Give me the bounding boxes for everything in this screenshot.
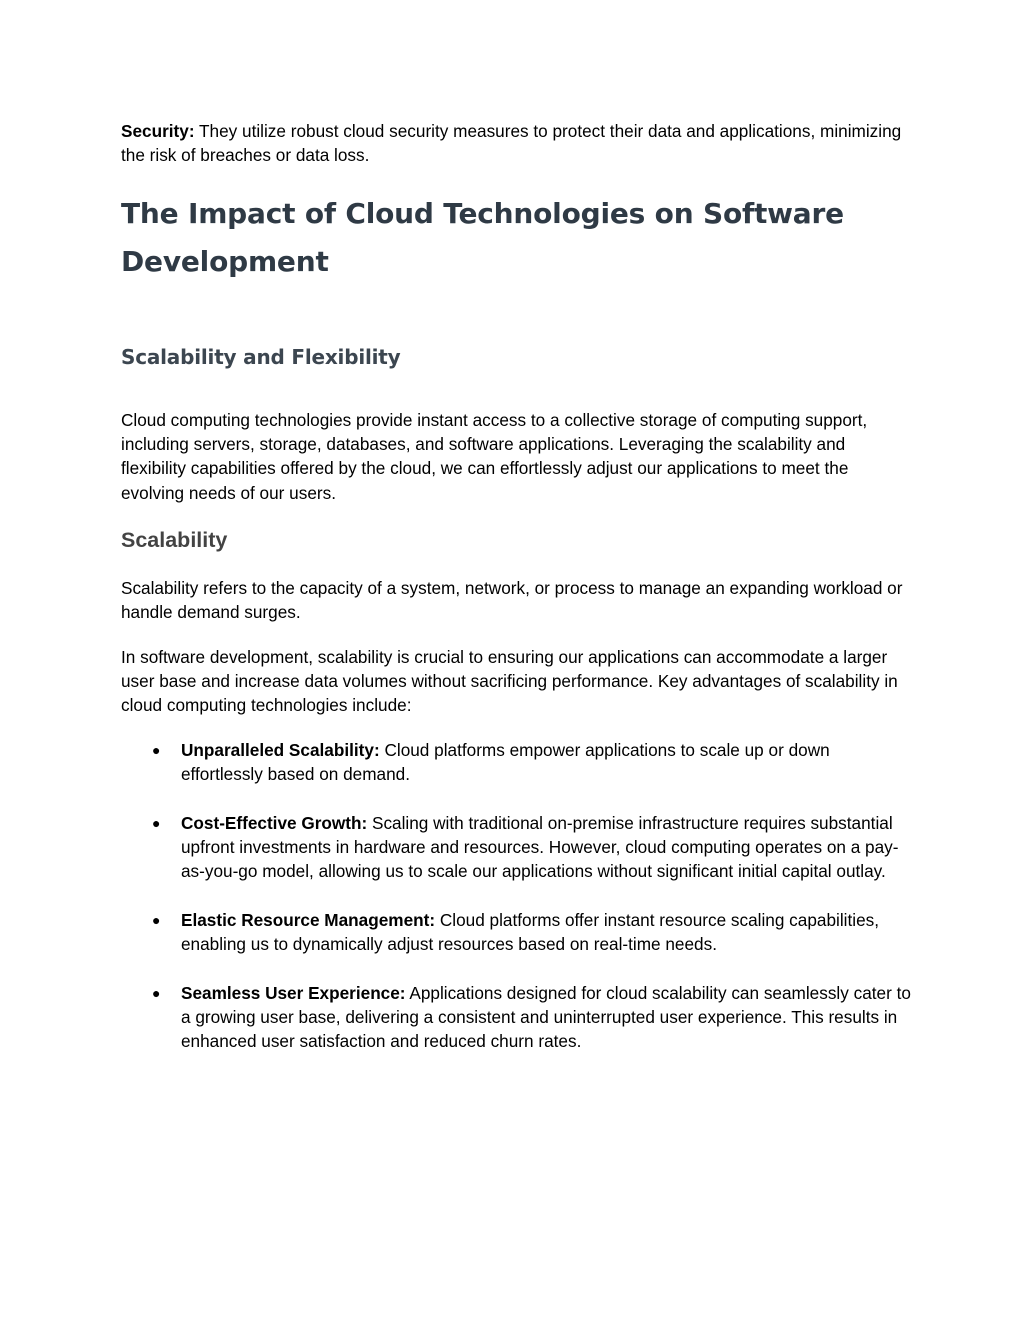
list-item-label: Seamless User Experience: [181,982,406,1003]
list-item-text: Cloud platforms empower applications to scale up or down effortlessly based on demand. [181,740,830,785]
bullet-icon: ● [152,814,161,831]
software-development-paragraph: In software development, scalability is crucial to ensuring our applications can accommodate a larger user base and increase data volumes without sacrificing performance. Key advantages of scalability in cloud computing technologies include: [121,647,898,716]
security-paragraph [121,119,911,167]
security-label: Security: [121,121,195,141]
security-text: They utilize robust cloud security measures to protect their data and applications, minimizing the risk of breaches or data loss. [121,121,902,166]
list-item-label: Elastic Resource Management: [181,910,436,931]
list-item [121,981,911,1054]
bullet-icon: ● [152,984,161,1001]
advantages-list [121,738,911,1078]
list-item [121,738,911,786]
bullet-icon: ● [152,912,161,929]
list-item-label: Cost-Effective Growth: [181,812,368,833]
list-item-text: Cloud platforms offer instant resource scaling capabilities, enabling us to dynamically adjust resources based on real-time needs. [181,910,879,955]
section-heading-scalability-flexibility: Scalability and Flexibility [121,345,401,369]
list-item [121,811,911,884]
subheading-scalability: Scalability [121,528,228,552]
list-item-text: Applications designed for cloud scalability can seamlessly cater to a growing user base, delivering a consistent and uninterrupted user experience. This results in enhanced user satisfaction and reduced churn rates. [181,982,911,1052]
list-item [121,908,911,956]
scalability-definition-paragraph: Scalability refers to the capacity of a system, network, or process to manage an expanding workload or handle demand surges. [121,578,903,623]
cloud-computing-paragraph: Cloud computing technologies provide instant access to a collective storage of computing support, including servers, storage, databases, and software applications. Leveraging the scalability and flexibility capabilities offered by the cloud, we can effortlessly adjust our applications to meet the evolving needs of our users. [121,410,868,503]
page-title: The Impact of Cloud Technologies on Software Development [121,197,844,278]
list-item-text: Scaling with traditional on-premise infrastructure requires substantial upfront investments in hardware and resources. However, cloud computing operates on a pay-as-you-go model, allowing us to scale our applications without significant initial capital outlay. [181,812,899,882]
bullet-icon: ● [152,742,161,758]
list-item-label: Unparalleled Scalability: [181,740,380,760]
